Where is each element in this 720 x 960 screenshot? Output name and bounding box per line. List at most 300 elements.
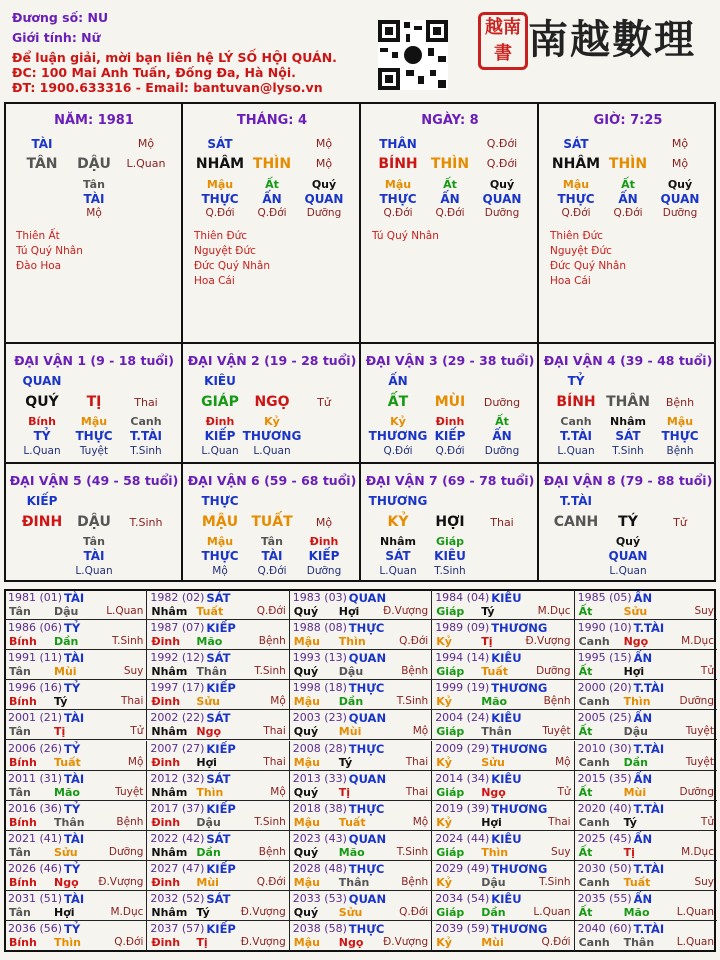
pillar-chi-relation: L.Quan [126, 157, 166, 170]
year-chi: Tý [623, 815, 637, 829]
year-cell [290, 620, 432, 650]
hidden-stem: Quý [667, 178, 693, 191]
year-label: 1998 (18) [292, 681, 347, 695]
pillar-can: NHÂM [551, 156, 601, 172]
pillar-star: Tú Quý Nhân [16, 245, 83, 257]
year-god: SÁT [206, 651, 231, 666]
year-label: 1988 (08) [292, 621, 347, 635]
year-relation: T.Sinh [254, 815, 286, 828]
dai-van-can: BÍNH [556, 394, 596, 410]
year-god: THƯƠNG [491, 861, 548, 876]
year-cell [5, 680, 147, 710]
dai-van-can: ẤT [387, 394, 409, 410]
hidden-stem: Mậu [80, 415, 108, 428]
year-chi: Thìn [338, 635, 366, 649]
year-god: THỰC [348, 741, 385, 756]
hidden-stem: Đinh [435, 415, 465, 428]
year-god: THỰC [348, 681, 385, 696]
pillar-can: BÍNH [378, 156, 418, 172]
year-can: Kỷ [436, 695, 452, 709]
hidden-stem: Mậu [206, 535, 234, 548]
hidden-relation: Q.Đới [257, 565, 287, 577]
year-god: THỰC [348, 801, 385, 816]
year-can: Quý [293, 845, 319, 859]
year-cell [290, 650, 432, 680]
year-label: 2021 (41) [8, 831, 63, 845]
dai-van-god: THỰC [201, 494, 239, 508]
year-can: Giáp [436, 785, 465, 799]
year-cell [290, 921, 432, 951]
dai-van-can: GIÁP [201, 394, 239, 410]
year-cell [147, 861, 289, 891]
hidden-god: THƯƠNG [242, 429, 302, 443]
year-relation: Dưỡng [679, 785, 714, 798]
dai-van-chi: TỊ [86, 394, 102, 410]
year-can: Mậu [293, 755, 320, 769]
year-god: TÀI [64, 831, 85, 846]
year-cell [575, 590, 717, 620]
year-relation: Đ.Vượng [383, 605, 429, 617]
year-can: Đinh [151, 635, 181, 649]
year-cell [5, 590, 147, 620]
pillar-star: Đào Hoa [16, 260, 62, 272]
year-label: 2033 (53) [292, 892, 347, 905]
year-label: 1985 (05) [577, 591, 632, 604]
pillar-star: Hoa Cái [550, 275, 591, 287]
year-god: THƯƠNG [491, 681, 548, 696]
year-label: 2015 (35) [577, 771, 632, 785]
hidden-stem: Canh [560, 415, 592, 428]
year-label: 2023 (43) [292, 831, 347, 845]
year-god: THƯƠNG [491, 922, 548, 937]
year-can: Đinh [151, 755, 181, 769]
hidden-relation: Q.Đới [435, 207, 465, 219]
hidden-god: KIẾP [434, 429, 466, 443]
year-cell [147, 741, 289, 771]
year-can: Tân [9, 906, 31, 919]
dai-van-god: TỶ [567, 374, 585, 388]
year-relation: Bệnh [543, 695, 571, 708]
pillar-top-god: THÂN [379, 137, 417, 151]
hidden-relation: T.Sinh [130, 445, 162, 457]
hidden-relation: T.Sinh [434, 565, 466, 577]
hidden-god: QUAN [482, 192, 522, 206]
hidden-relation: Q.Đới [613, 207, 643, 219]
qr-code[interactable] [378, 20, 448, 90]
hidden-stem: Đinh [309, 535, 339, 548]
year-god: KIÊU [491, 831, 522, 846]
year-god: SÁT [206, 892, 231, 906]
year-can: Canh [578, 695, 610, 709]
pillar-star: Thiên Ất [16, 230, 60, 242]
year-relation: Bệnh [116, 815, 144, 828]
year-chi: Thân [196, 665, 227, 679]
hidden-stem: Quý [489, 178, 515, 191]
hidden-relation: Bệnh [666, 445, 694, 457]
year-can: Nhâm [151, 605, 188, 618]
year-relation: Dưỡng [536, 665, 571, 678]
year-can: Mậu [293, 635, 320, 649]
hidden-god: KIẾP [204, 429, 236, 443]
year-cell [5, 801, 147, 831]
year-relation: M.Dục [681, 635, 714, 648]
year-relation: Q.Đới [399, 635, 429, 648]
dai-van-title: ĐẠI VẬN 4 (39 - 48 tuổi) [543, 353, 713, 368]
year-god: T.TÀI [633, 861, 665, 876]
year-label: 2040 (60) [577, 922, 632, 936]
year-chi: Tý [481, 605, 495, 618]
year-can: Mậu [293, 875, 320, 889]
hidden-relation: Dưỡng [662, 207, 698, 219]
year-chi: Thìn [481, 845, 509, 859]
year-label: 2005 (25) [577, 711, 632, 725]
year-label: 2038 (58) [292, 922, 347, 936]
pillar-title: NGÀY: 8 [421, 113, 479, 128]
hidden-relation: Dưỡng [484, 207, 520, 219]
year-cell [432, 921, 574, 951]
year-god: TỶ [64, 861, 81, 876]
pillar-chi-relation: Q.Đới [486, 157, 518, 170]
dai-van-title: ĐẠI VẬN 7 (69 - 78 tuổi) [365, 473, 535, 488]
year-relation: Thai [263, 755, 286, 768]
year-cell [432, 861, 574, 891]
year-label: 2012 (32) [150, 771, 205, 785]
year-label: 2000 (20) [577, 681, 632, 695]
year-chi: Hợi [338, 605, 360, 618]
year-chi: Thìn [54, 936, 81, 950]
year-relation: L.Quan [676, 936, 714, 949]
year-cell [147, 620, 289, 650]
year-relation: Q.Đới [256, 875, 286, 888]
year-label: 2011 (31) [8, 771, 63, 785]
pillar-top-god: SÁT [207, 137, 233, 151]
year-god: THƯƠNG [491, 801, 548, 816]
year-chi: Sửu [338, 906, 363, 919]
year-chi: Mão [481, 695, 508, 709]
year-can: Đinh [151, 936, 181, 950]
year-can: Tân [9, 725, 31, 739]
year-god: SÁT [206, 831, 231, 846]
year-label: 2013 (33) [292, 771, 347, 785]
year-can: Mậu [293, 936, 320, 950]
year-cell [147, 801, 289, 831]
hidden-relation: Mộ [86, 207, 102, 219]
year-chi: Dần [196, 845, 221, 859]
year-chi: Tý [54, 695, 68, 709]
year-chi: Ngọ [54, 875, 79, 889]
year-can: Kỷ [436, 635, 452, 649]
hidden-relation: Dưỡng [306, 565, 342, 577]
pillar-top-god: TÀI [31, 137, 53, 151]
year-cell [575, 741, 717, 771]
year-can: Quý [293, 665, 319, 679]
year-cell [290, 861, 432, 891]
pillar-star: Thiên Đức [194, 230, 248, 242]
hidden-god: KIẾP [308, 549, 340, 563]
year-relation: Tuyệt [685, 755, 714, 768]
year-god: THỰC [348, 922, 385, 937]
hidden-relation: Q.Đới [435, 445, 465, 457]
year-label: 2024 (44) [435, 831, 490, 845]
year-label: 1997 (17) [150, 681, 205, 695]
year-relation: Suy [694, 605, 714, 617]
year-can: Mậu [293, 815, 320, 829]
hidden-relation: L.Quan [609, 565, 647, 577]
year-chi: Mão [196, 635, 223, 649]
dai-van-chi: MÙI [434, 394, 466, 410]
hidden-god: THỰC [201, 549, 239, 563]
hidden-god: THỰC [201, 192, 239, 206]
year-can: Nhâm [151, 725, 188, 739]
subject-name: Đương số: NU [12, 10, 109, 25]
year-chi: Tuất [623, 875, 651, 889]
year-can: Giáp [436, 725, 465, 739]
hidden-stem: Ất [443, 178, 457, 191]
year-god: T.TÀI [633, 741, 665, 756]
year-label: 2007 (27) [150, 741, 205, 755]
year-can: Mậu [293, 695, 320, 709]
year-god: KIẾP [206, 741, 236, 756]
year-cell [147, 891, 289, 921]
year-relation: Tử [557, 785, 571, 798]
hidden-stem: Nhâm [610, 415, 646, 428]
hidden-relation: L.Quan [253, 445, 291, 457]
year-relation: Bệnh [401, 665, 429, 678]
year-can: Nhâm [151, 785, 188, 799]
hidden-god: QUAN [304, 192, 344, 206]
year-label: 2036 (56) [8, 922, 63, 936]
year-god: TÀI [64, 771, 85, 786]
year-relation: Đ.Vượng [240, 906, 286, 918]
hidden-god: ẤN [492, 429, 512, 443]
year-chi: Tị [196, 936, 208, 950]
year-cell [575, 650, 717, 680]
year-can: Giáp [436, 906, 465, 919]
year-god: SÁT [206, 591, 231, 605]
year-relation: Thai [405, 785, 429, 798]
year-chi: Tị [481, 635, 493, 649]
year-label: 2001 (21) [8, 711, 63, 725]
pillar-can: TÂN [26, 156, 58, 172]
hidden-relation: L.Quan [379, 565, 417, 577]
dai-van-title: ĐẠI VẬN 2 (19 - 28 tuổi) [187, 353, 357, 368]
year-can: Giáp [436, 845, 465, 859]
year-can: Bính [9, 695, 37, 709]
year-relation: Thai [405, 755, 429, 768]
year-chi: Hợi [196, 755, 217, 769]
year-label: 2010 (30) [577, 741, 632, 755]
year-can: Đinh [151, 875, 181, 889]
year-label: 1993 (13) [292, 651, 347, 665]
dai-van-title: ĐẠI VẬN 5 (49 - 58 tuổi) [9, 473, 179, 488]
year-relation: L.Quan [106, 605, 144, 617]
year-label: 2037 (57) [150, 922, 205, 936]
year-relation: Mộ [270, 695, 286, 708]
year-cell [5, 650, 147, 680]
hidden-stem: Giáp [435, 535, 465, 548]
hidden-god: SÁT [615, 429, 641, 443]
pillar-chi-relation: Mộ [315, 157, 333, 170]
year-relation: Bệnh [258, 635, 286, 648]
year-chi: Thân [54, 815, 85, 829]
phone-email-line: ĐT: 1900.633316 - Email: bantuvan@lyso.vn [12, 80, 323, 95]
year-chi: Dậu [54, 605, 79, 618]
year-can: Kỷ [436, 875, 452, 889]
year-chi: Mùi [623, 785, 647, 799]
year-god: QUAN [348, 591, 387, 605]
year-cell [5, 771, 147, 801]
address-line: ĐC: 100 Mai Anh Tuấn, Đống Đa, Hà Nội. [12, 65, 296, 80]
year-cell [432, 771, 574, 801]
year-chi: Dậu [338, 665, 364, 679]
year-label: 1992 (12) [150, 651, 205, 665]
year-relation: M.Dục [681, 845, 714, 858]
year-cell [432, 801, 574, 831]
year-chi: Tuất [481, 665, 508, 679]
hidden-stem: Nhâm [380, 535, 416, 548]
year-can: Quý [293, 785, 319, 799]
year-label: 2019 (39) [435, 801, 490, 815]
year-relation: Mộ [412, 725, 429, 738]
hidden-relation: Q.Đới [205, 207, 235, 219]
year-relation: T.Sinh [396, 695, 429, 708]
year-can: Giáp [436, 665, 465, 679]
year-chi: Hợi [54, 906, 75, 919]
year-cell [290, 680, 432, 710]
hidden-stem: Quý [311, 178, 337, 191]
year-cell [147, 650, 289, 680]
year-relation: Thai [263, 725, 286, 738]
pillar-top-relation: Q.Đới [486, 137, 518, 150]
year-god: KIẾP [206, 861, 236, 876]
year-chi: Tuất [338, 815, 366, 829]
pillar-top-god: SÁT [563, 137, 589, 151]
year-label: 2009 (29) [435, 741, 490, 755]
year-god: ẤN [633, 651, 653, 666]
year-relation: Tuyệt [542, 725, 571, 738]
year-can: Canh [578, 875, 610, 889]
year-label: 2002 (22) [150, 711, 205, 725]
year-cell [575, 801, 717, 831]
year-chi: Thìn [623, 695, 651, 709]
year-can: Kỷ [436, 815, 452, 829]
hidden-relation: T.Sinh [612, 445, 644, 457]
year-can: Quý [293, 725, 319, 739]
year-can: Bính [9, 936, 37, 950]
year-cell [147, 921, 289, 951]
year-cell [432, 650, 574, 680]
year-cell [432, 710, 574, 740]
year-can: Canh [578, 815, 610, 829]
year-god: TỶ [64, 922, 81, 937]
year-god: TỶ [64, 801, 81, 816]
pillar-can: NHÂM [195, 156, 245, 172]
year-relation: Tử [700, 665, 714, 678]
year-god: KIẾP [206, 801, 236, 816]
year-relation: Bệnh [401, 875, 429, 888]
year-god: ẤN [633, 591, 653, 605]
pillar-top-relation: Mộ [137, 137, 155, 150]
pillar-star: Nguyệt Đức [550, 245, 612, 257]
dai-van-god: KIẾP [26, 494, 58, 508]
hidden-stem: Tân [261, 535, 283, 548]
hidden-relation: Mộ [212, 565, 228, 577]
hidden-god: THƯƠNG [368, 429, 428, 443]
year-god: KIÊU [491, 771, 522, 786]
year-relation: L.Quan [533, 906, 571, 918]
year-relation: Dưỡng [679, 695, 714, 708]
year-label: 1991 (11) [8, 651, 63, 665]
year-chi: Mão [54, 785, 80, 799]
year-god: KIÊU [491, 711, 522, 726]
hidden-stem: Canh [130, 415, 162, 428]
hidden-god: THỰC [379, 192, 417, 206]
dai-van-can: MẬU [201, 514, 239, 530]
dai-van-can: QUÝ [25, 394, 59, 410]
hidden-god: KIÊU [434, 549, 466, 563]
dai-van-relation: Bệnh [665, 396, 695, 409]
hidden-god: QUAN [608, 549, 648, 563]
pillar-chi: THÌN [608, 156, 648, 172]
year-cell [575, 771, 717, 801]
dai-van-title: ĐẠI VẬN 6 (59 - 68 tuổi) [187, 473, 357, 488]
dai-van-chi: TUẤT [251, 514, 293, 530]
year-cell [290, 710, 432, 740]
year-chi: Dậu [196, 815, 221, 829]
dai-van-god: QUAN [22, 374, 62, 388]
year-label: 2027 (47) [150, 861, 205, 875]
year-god: ẤN [633, 892, 653, 906]
hidden-relation: L.Quan [201, 445, 239, 457]
year-relation: Tử [130, 725, 144, 738]
year-label: 2020 (40) [577, 801, 632, 815]
year-god: TÀI [64, 711, 85, 726]
year-relation: Mộ [555, 755, 571, 768]
hidden-god: THỰC [661, 429, 699, 443]
year-can: Quý [293, 906, 319, 919]
year-label: 1986 (06) [8, 621, 63, 635]
year-label: 2039 (59) [435, 922, 490, 936]
year-cell [575, 620, 717, 650]
year-cell [290, 891, 432, 921]
dai-van-relation: Tử [317, 396, 331, 409]
hidden-stem: Quý [615, 535, 641, 548]
hidden-relation: Tuyệt [79, 445, 109, 457]
hidden-relation: Q.Đới [383, 207, 413, 219]
year-god: QUAN [348, 892, 387, 906]
hidden-god: THỰC [557, 192, 595, 206]
year-chi: Mùi [54, 665, 77, 679]
year-can: Tân [9, 665, 31, 679]
year-cell [147, 590, 289, 620]
year-god: KIÊU [491, 591, 522, 605]
year-can: Ất [578, 845, 593, 859]
year-cell [432, 620, 574, 650]
dai-van-chi: THÂN [606, 394, 650, 410]
hidden-god: TÀI [261, 549, 283, 563]
year-can: Đinh [151, 815, 181, 829]
year-god: KIÊU [491, 651, 522, 666]
year-label: 2028 (48) [292, 861, 347, 875]
year-god: KIẾP [206, 922, 236, 937]
year-god: T.TÀI [633, 922, 665, 937]
year-chi: Hợi [481, 815, 502, 829]
year-can: Tân [9, 605, 31, 618]
year-label: 1984 (04) [435, 591, 490, 604]
year-chi: Ngọ [623, 635, 649, 649]
year-chi: Mão [338, 845, 365, 859]
year-chi: Hợi [623, 665, 645, 679]
